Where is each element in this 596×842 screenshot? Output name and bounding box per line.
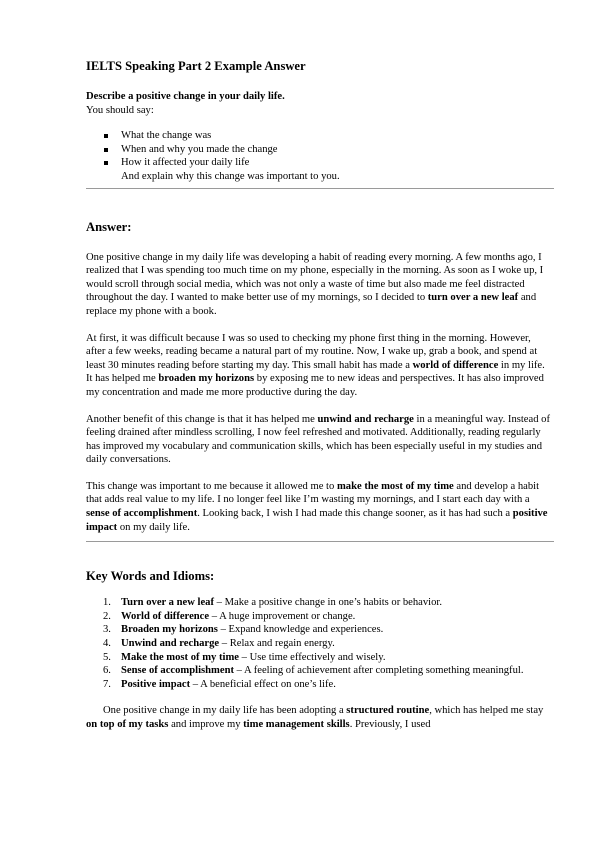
square-bullet-icon [104,148,108,152]
keyword-number: 4. [103,638,111,650]
final-paragraph [86,704,552,731]
keyword-number: 3. [103,624,111,636]
keywords-list [86,596,552,691]
keyword-term: Broaden my horizons [121,624,218,636]
text-run: Another benefit of this change is that it has helped me [86,413,318,425]
text-run: , which has helped me stay [429,705,544,717]
text-run: and improve my [168,719,244,730]
answer-paragraph [86,480,552,534]
keyword-item [86,596,552,610]
text-run: . Previously, I used [349,719,431,730]
text-run: in a meaningful way. Instead of feeling drained after mindless scrolling, I now feel refreshed and motivated. Additionally, reading regularly has improved my vocabulary and communication skills, which has been especially useful in my studies and daily conversations. [86,413,550,466]
keyword-number: 5. [103,651,111,663]
text-run: by exposing me to new ideas and perspectives. It has also improved my concentration and made me more productive during the day. [86,373,544,398]
keyword-term: Unwind and recharge [121,638,220,650]
square-bullet-icon [104,134,108,138]
cue-text: How it affected your daily life [121,157,250,169]
text-run: This change was important to me because it allowed me to [86,480,337,492]
cue-list [106,129,552,170]
keyword-item [86,637,552,651]
text-run: on my daily life. [117,521,190,533]
keywords-heading: Key Words and Idioms: [86,569,215,584]
bold-phrase: on top of my tasks [86,719,169,730]
bold-phrase: unwind and recharge [317,413,414,425]
keyword-number: 2. [103,610,111,622]
answer-body [86,251,552,535]
keyword-definition: – Expand knowledge and experiences. [217,624,384,636]
keyword-item [86,610,552,624]
text-run: and develop a habit that adds real value to my life. I no longer feel like I’m wasting my mornings, and I start each day with a [86,480,540,506]
keyword-definition: – A huge improvement or change. [209,610,356,622]
answer-paragraph [86,413,552,467]
text-run: . Looking back, I wish I had made this change sooner, as it has had such a [197,508,513,520]
keyword-definition: – A feeling of achievement after completing something meaningful. [234,665,524,677]
answer-heading: Answer: [86,219,132,234]
cue-extra: And explain why this change was important to you. [121,170,340,182]
bold-phrase: structured routine [346,705,430,717]
divider [86,541,554,542]
keyword-number: 6. [103,665,111,677]
square-bullet-icon [104,161,108,165]
keyword-definition: – Relax and regain energy. [219,638,335,650]
text-run: in my life. It has helped me [86,359,545,385]
divider [86,188,554,189]
cue-item [106,143,552,157]
keyword-item [86,664,552,678]
answer-paragraph [86,251,552,319]
keyword-item [86,678,552,692]
text-run: At first, it was difficult because I was so used to checking my phone first thing in the morning. However, after a few weeks, reading became a natural part of my routine. Now, I wake up, grab a book, and spend at least 30 minutes reading before starting my day. This small habit has made a [86,332,538,371]
question-title: Describe a positive change in your daily life. [86,91,285,102]
keyword-definition: – Use time effectively and wisely. [238,651,386,663]
keyword-number: 1. [103,597,111,609]
cue-text: What the change was [121,130,212,142]
keyword-definition: – A beneficial effect on one’s life. [190,678,336,690]
keyword-term: Sense of accomplishment [121,665,234,677]
bold-phrase: broaden my horizons [158,373,255,385]
cue-item [106,156,552,170]
keyword-item [86,623,552,637]
prompt-intro: You should say: [86,104,154,116]
keyword-number: 7. [103,678,111,690]
bold-phrase: time management skills [243,719,350,730]
keyword-term: Make the most of my time [121,651,239,663]
text-run: One positive change in my daily life has been adopting a [103,705,347,717]
keyword-term: World of difference [121,610,210,622]
bold-phrase: make the most of my time [336,480,454,492]
keyword-definition: – Make a positive change in one’s habits or behavior. [214,597,443,609]
cue-item [106,129,552,143]
keyword-term: Positive impact [121,678,191,690]
document-title: IELTS Speaking Part 2 Example Answer [86,59,306,73]
bold-phrase: turn over a new leaf [427,292,519,304]
text-run: and replace my phone with a book. [86,292,537,317]
cue-text: When and why you made the change [121,143,278,155]
keyword-item [86,651,552,665]
answer-paragraph [86,332,552,400]
bold-phrase: sense of accomplishment [86,508,198,520]
bold-phrase: world of difference [412,359,499,371]
keyword-term: Turn over a new leaf [121,597,214,609]
bold-phrase: positive impact [86,508,548,533]
text-run: One positive change in my daily life was developing a habit of reading every morning. A few months ago, I realized that I was spending too much time on my phone, especially in the morning. As soon as I woke up, I would scroll through social media, which was not only a waste of time but also made me feel distracted throughout the day. I wanted to make better use of my mornings, so I decided to [86,251,544,304]
